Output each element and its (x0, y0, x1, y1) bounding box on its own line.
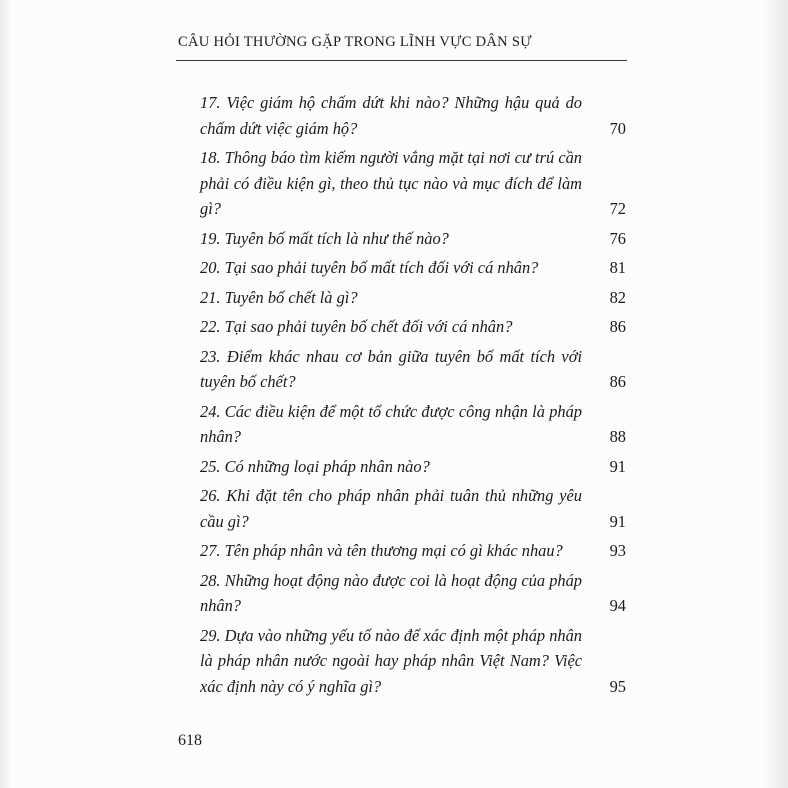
toc-entry-text: 19. Tuyên bố mất tích là như thế nào? (200, 228, 449, 248)
toc-entry (178, 226, 626, 252)
toc-entry-page: 95 (609, 676, 626, 696)
toc-entry-page: 91 (609, 456, 626, 476)
page-number: 618 (178, 732, 202, 749)
toc-entry (178, 344, 626, 395)
toc-entry (178, 285, 626, 311)
toc-entry-text: 20. Tại sao phải tuyên bố mất tích đối với cá nhân? (200, 258, 539, 277)
toc-entry-page: 86 (609, 317, 626, 336)
toc-entry-text: 24. Các điều kiện để một tổ chức được công nhận là pháp nhân? (200, 401, 582, 446)
toc-entry (178, 454, 626, 480)
toc-entry (178, 255, 626, 281)
toc-entry-text: 28. Những hoạt động nào được coi là hoạt động của pháp nhân? (200, 570, 582, 615)
toc-entry-text: 27. Tên pháp nhân và tên thương mại có gì khác nhau? (200, 541, 563, 560)
toc-entry-text: 29. Dựa vào những yếu tố nào để xác định một pháp nhân là pháp nhân nước ngoài hay pháp nhân Việt Nam? Việc xác định này có ý nghĩa gì? (200, 625, 582, 696)
toc-entry-text: 21. Tuyên bố chết là gì? (200, 287, 358, 307)
toc-entry-text: 17. Việc giám hộ chấm dứt khi nào? Những hậu quả do chấm dứt việc giám hộ? (200, 93, 582, 138)
toc-entry-page: 94 (609, 596, 626, 615)
table-of-contents (178, 90, 626, 703)
toc-entry (178, 483, 626, 534)
toc-entry (178, 623, 626, 700)
page-right-shadow (762, 0, 788, 788)
toc-entry (178, 145, 626, 222)
toc-entry (178, 538, 626, 564)
toc-entry (178, 399, 626, 450)
toc-entry-page: 81 (609, 258, 626, 277)
toc-entry-text: 26. Khi đặt tên cho pháp nhân phải tuân thủ những yêu cầu gì? (200, 486, 582, 531)
toc-entry-text: 25. Có những loại pháp nhân nào? (200, 456, 430, 476)
toc-entry-page: 88 (609, 427, 626, 446)
toc-entry (178, 568, 626, 619)
toc-entry-page: 91 (609, 511, 626, 531)
toc-entry-text: 23. Điểm khác nhau cơ bản giữa tuyên bố mất tích với tuyên bố chết? (200, 346, 582, 391)
toc-entry-text: 18. Thông báo tìm kiếm người vắng mặt tại nơi cư trú cần phải có điều kiện gì, theo thủ tục nào và mục đích để làm gì? (200, 148, 582, 218)
toc-entry-page: 93 (609, 541, 626, 560)
running-header: CÂU HỎI THƯỜNG GẶP TRONG LĨNH VỰC DÂN SỰ (178, 34, 532, 50)
toc-entry-text: 22. Tại sao phải tuyên bố chết đối với cá nhân? (200, 317, 513, 336)
toc-entry-page: 72 (609, 199, 626, 218)
page-left-edge (0, 0, 12, 788)
toc-entry-page: 76 (609, 228, 626, 248)
toc-entry (178, 314, 626, 340)
toc-entry-page: 86 (609, 372, 626, 391)
toc-entry (178, 90, 626, 141)
toc-entry-page: 82 (609, 287, 626, 307)
header-rule (176, 60, 627, 61)
toc-entry-page: 70 (609, 118, 626, 138)
